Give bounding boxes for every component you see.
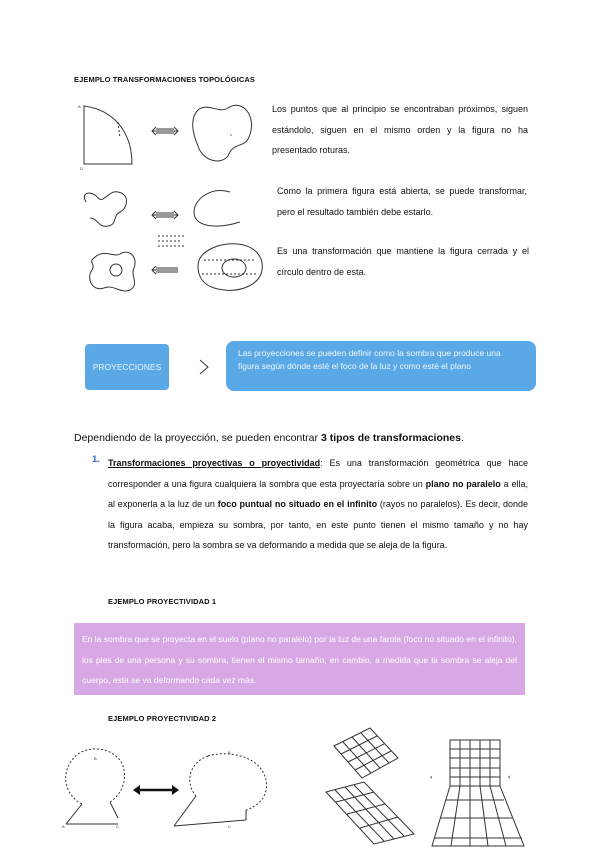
chevron-right-icon: [198, 358, 210, 376]
svg-text:q: q: [430, 774, 433, 779]
proyecciones-label-box: [85, 344, 169, 390]
figure-blob-1: [188, 100, 258, 166]
text-topologica-3: Es una transformación que mantiene la figura cerrada y el círculo dentro de esta.: [277, 246, 529, 277]
item-1-title: Transformaciones proyectivas o proyectividad: [108, 458, 321, 468]
figure-projected-grid-1: [318, 724, 422, 848]
item-1-bold-1: plano no paralelo: [425, 478, 501, 489]
svg-text:C: C: [116, 824, 119, 829]
double-arrow-icon-2: [148, 208, 182, 222]
figure-closed-with-circle-1: [84, 248, 144, 294]
ejemplo-1-box: [74, 623, 525, 695]
text-topologica-1: Los puntos que al principio se encontraban próximos, siguen estándolo, siguen en el mismo orden y la figura no ha presentado roturas.: [272, 104, 528, 155]
item-1-colon: :: [320, 458, 323, 468]
figure-circle-open: [60, 748, 136, 834]
proyecciones-definition: Las proyecciones se pueden definir como la sombra que produce una figura según dónde esté el foco de la luz y como esté el plano: [238, 348, 501, 371]
item-1-text-1: Es una transformación geométrica que hace corresponder a una figura cualquiera la sombra que esta proyectaría sobre un: [108, 458, 528, 489]
text-topologica-2: Como la primera figura está abierta, se puede transformar, pero el resultado también debe estarlo.: [277, 186, 527, 217]
double-arrow-icon: [148, 124, 182, 138]
ejemplo-1-text: En la sombra que se proyecta en el suelo (plano no paralelo) por la luz de una farola (foco no situado en el infinito), los pies de una persona y su sombra, tienen el mismo tamaño, en cambio, a medida que la sombra se aleja del cuerpo, esta se va deformando cada vez más.: [82, 634, 517, 685]
svg-text:D: D: [80, 166, 83, 171]
intro-lead: Dependiendo de la proyección, se pueden encontrar: [74, 432, 321, 444]
svg-text:C: C: [228, 824, 231, 829]
figure-projected-grid-2: [428, 736, 528, 848]
item-1-bold-2: foco puntual no situado en el infinito: [217, 499, 378, 509]
item-1-text-3: (rayos no paralelos). Es decir, donde la figura acaba, empieza su sombra, por tanto, en este punto tienen el mismo tamaño y no hay transformación, pero la sombra se va deformando a medida que se aleja de la figura.: [108, 499, 528, 550]
figure-deformed-circle: [168, 748, 280, 834]
section-title-topologicas: EJEMPLO TRANSFORMACIONES TOPOLÓGICAS: [74, 75, 255, 84]
item-number-1: 1.: [92, 454, 100, 465]
svg-text:A: A: [78, 104, 81, 109]
item-1-text-2: a ella, al exponerla a la luz de un: [108, 478, 528, 509]
ejemplo-2-title: EJEMPLO PROYECTIVIDAD 2: [108, 714, 217, 723]
figure-open-curve-1: [78, 188, 138, 232]
figure-quarter-circle: [78, 102, 138, 172]
annotation-scribble: [156, 232, 190, 252]
figure-open-curve-2: [190, 186, 246, 232]
ejemplo-1-title: EJEMPLO PROYECTIVIDAD 1: [108, 597, 217, 606]
intro-sentence: [74, 432, 464, 444]
item-1-paragraph: [108, 453, 528, 556]
svg-text:B: B: [94, 756, 97, 761]
intro-end: .: [460, 432, 464, 444]
svg-text:q': q': [508, 774, 511, 779]
arrow-left-icon: [148, 264, 182, 276]
proyecciones-definition-box: [226, 341, 536, 391]
proyecciones-label: PROYECCIONES: [92, 362, 162, 372]
svg-text:A: A: [62, 824, 65, 829]
svg-text:B: B: [228, 750, 231, 755]
figure-closed-with-circle-2: [192, 240, 268, 294]
intro-bold: 3 tipos de transformaciones: [320, 432, 461, 444]
svg-text:c: c: [230, 132, 232, 137]
